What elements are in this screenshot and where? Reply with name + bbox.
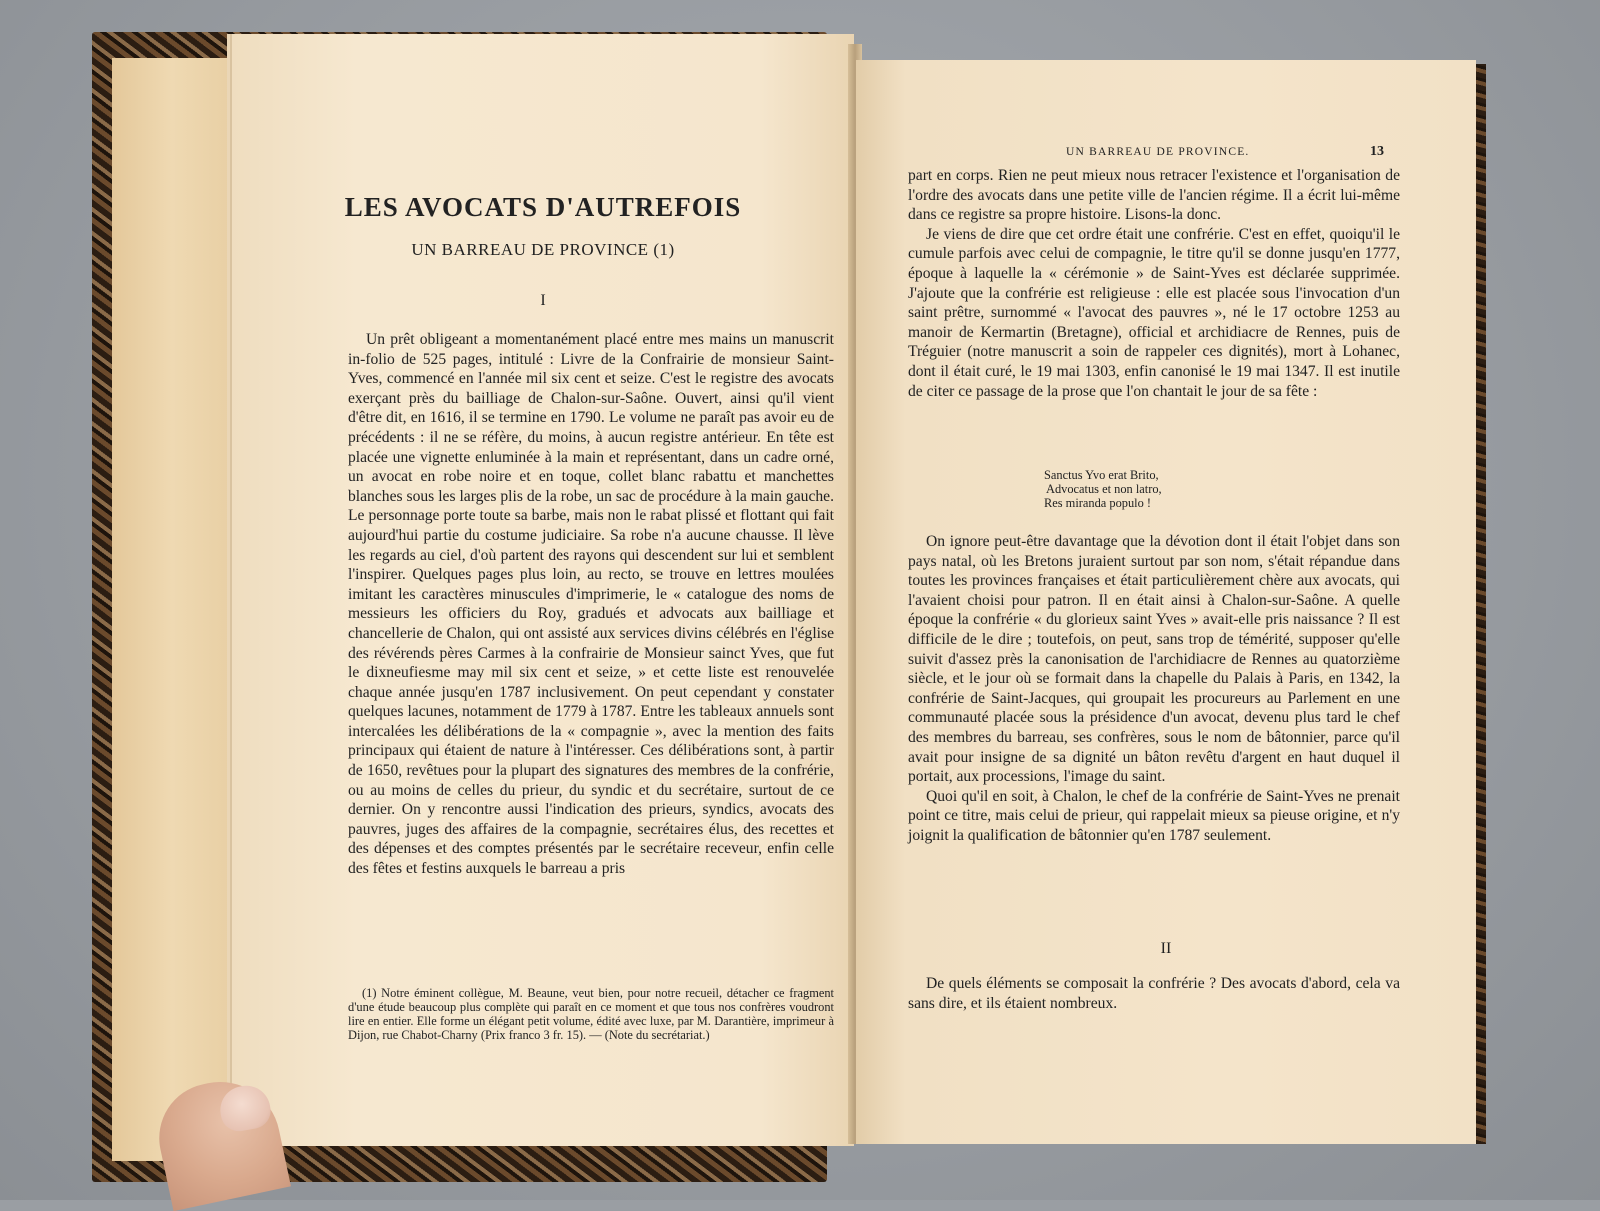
paragraph: Je viens de dire que cet ordre était une confrérie. C'est en effet, quoiqu'il le cumule parfois avec celui de compagnie, le titre qu'il se donne jusqu'en 1777, époque à laquelle la « cérémonie » de Saint-Yves est déclarée supprimée. J'ajoute que la confrérie est religieuse : elle est placée sous l'invocation d'un saint prêtre, surnommé « l'avocat des pauvres », né le 17 octobre 1253 au manoir de Kermartin (Bretagne), official et archidiacre de Rennes, puis de Tréguier (notre manuscrit a soin de rappeler ces dignités), mort à Lohanec, dont il était curé, le 19 mai 1303, enfin canonisé le 19 mai 1347. Il est inutile de citer ce passage de la prose que l'on chantait le jour de sa fête : <box>908 225 1400 400</box>
section-number-i: I <box>540 292 546 309</box>
paragraph: On ignore peut-être davantage que la dévotion dont il était l'objet dans son pays natal, où les Bretons juraient surtout par son nom, s'était répandue dans toutes les provinces françaises et était particulièrement chère aux avocats, qui l'avaient choisi pour patron. Il en était ainsi à Chalon-sur-Saône. A quelle époque la confrérie « du glorieux saint Yves » avait-elle pris naissance ? Il est difficile de le dire ; toutefois, on peut, sans trop de témérité, supposer qu'elle suivit d'assez près la canonisation de l'archidiacre de Rennes au quatorzième siècle, et le jour où se formait dans la chapelle du Palais à Paris, en 1342, la confrérie de Saint-Jacques, qui groupait les procureurs au Parlement en une communauté placée sous la présidence d'un avocat, devenu plus tard le chef des membres du barreau, ses confrères, sous le nom de bâtonnier, parce qu'il avait pour insigne de sa dignité un bâton revêtu d'argent en haut duquel il portait, aux processions, l'image du saint. <box>908 533 1400 786</box>
paragraph: Un prêt obligeant a momentanément placé entre mes mains un manuscrit in-folio de 525 pages, intitulé : Livre de la Confrairie de monsieur Saint-Yves, commencé en l'année mil six cent et seize. C'est le registre des avocats exerçant près du bailliage de Chalon-sur-Saône. Ouvert, ainsi qu'il vient d'être dit, en 1616, il se termine en 1790. Le volume ne paraît pas avoir eu de précédents : il ne se réfère, du moins, à aucun registre antérieur. En tête est placée une vignette enluminée à la main et représentant, dans un cadre orné, un avocat en robe noire et en toque, collet blanc rabattu et manchettes blanches sous les larges plis de la robe, un sac de procédure à la main gauche. Le personnage porte toute sa barbe, mais non le rabat plissé et flottant qui fait aujourd'hui partie du costume judiciaire. Sa robe n'a aucune chausse. Il lève les regards au ciel, d'où partent des rayons qui descendent sur lui et semblent l'inspirer. Quelques pages plus loin, au recto, se trouve en lettres moulées imitant les caractères minuscules d'imprimerie, le « catalogue des noms de messieurs les officiers du Roy, gradués et advocats aux bailliage et chancellerie de Chalon, qui ont assisté aux services divins célébrés en l'église des révérends pères Carmes à la confrairie de Monsieur sainct Yves, que fut le dixneufiesme may mil six cent et seize, » et cette liste est renouvelée chaque année jusqu'en 1787 inclusivement. On peut cependant y constater quelques lacunes, notamment de 1779 à 1787. Entre les tableaux annuels sont intercalées les délibérations de la « compagnie », avec la mention des faits principaux qui étaient de nature à l'intéresser. Ces délibérations sont, à partir de 1650, revêtues pour la plupart des signatures des membres de la confrérie, ou au moins de celles du prieur, du syndic et du secrétaire, surtout de ce dernier. On y rencontre aussi l'indication des prieurs, syndics, avocats des pauvres, juges des affaires de la compagnie, secrétaires élus, des recettes et des dépenses et des comptes présentés par le secrétaire receveur, enfin celle des fêtes et festins auxquels le barreau a pris <box>348 331 834 878</box>
footnote <box>348 986 834 1042</box>
page-number: 13 <box>1370 144 1384 159</box>
latin-verse <box>1044 468 1162 510</box>
right-page <box>856 60 1476 1144</box>
section-number-ii: II <box>1160 940 1172 957</box>
left-page <box>232 34 854 1146</box>
endpaper <box>112 58 232 1161</box>
verse-line: Res miranda populo ! <box>1044 496 1152 510</box>
running-head: UN BARREAU DE PROVINCE. <box>1066 146 1250 158</box>
footnote-text: (1) Notre éminent collègue, M. Beaune, veut bien, pour notre recueil, détacher ce fragment d'une étude beaucoup plus complète qui paraît en ce moment et que tous nos confrères voudront lire en entier. Elle forme un élégant petit volume, édité avec luxe, par M. Darantière, imprimeur à Dijon, rue Chabot-Charny (Prix franco 3 fr. 15). — (Note du secrétariat.) <box>348 986 834 1042</box>
left-body-text <box>348 330 834 879</box>
paragraph: Quoi qu'il en soit, à Chalon, le chef de la confrérie de Saint-Yves ne prenait point ce titre, mais celui de prieur, qui rappelait mieux sa pieuse origine, et n'y joignit la qualification de bâtonnier qu'en 1787 seulement. <box>908 787 1400 844</box>
paragraph: part en corps. Rien ne peut mieux nous retracer l'existence et l'organisation de l'ordre des avocats dans une petite ville de l'ancien régime. Il a écrit lui-même dans ce registre sa propre histoire. Lisons-la donc. <box>908 167 1400 224</box>
right-body-text-mid <box>908 532 1400 846</box>
paragraph: De quels éléments se composait la confrérie ? Des avocats d'abord, cela va sans dire, et ils étaient nombreux. <box>908 975 1400 1012</box>
right-body-text-top <box>908 166 1400 401</box>
verse-line: Advocatus et non latro, <box>1046 482 1162 496</box>
right-body-text-bottom <box>908 974 1400 1013</box>
verse-line: Sanctus Yvo erat Brito, <box>1044 468 1159 482</box>
article-subtitle: UN BARREAU DE PROVINCE (1) <box>411 240 675 259</box>
article-title: LES AVOCATS D'AUTREFOIS <box>344 192 742 222</box>
